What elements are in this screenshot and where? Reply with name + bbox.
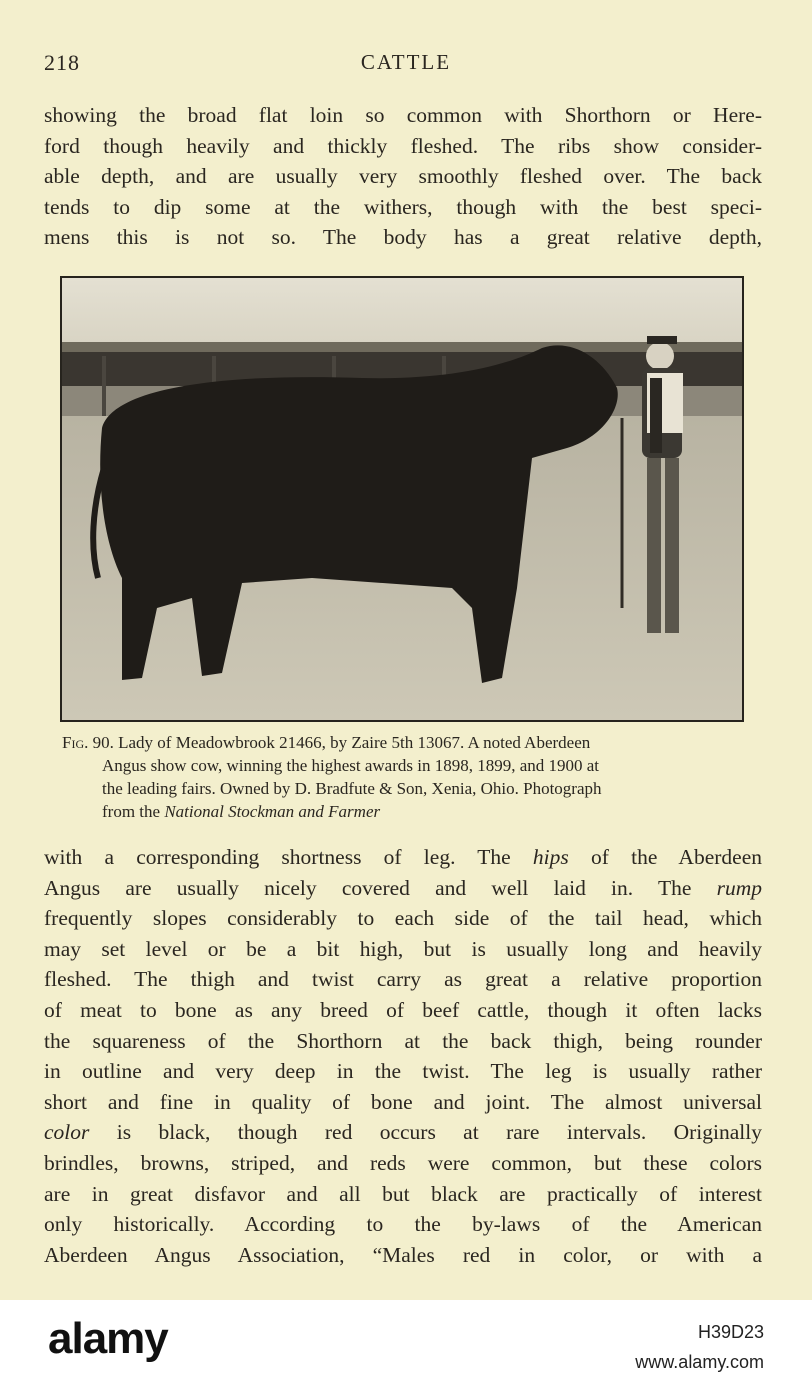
top-paragraph [44,100,762,253]
photograph-icon [62,278,742,720]
text-line: only historically. According to the by-laws of the American [44,1212,762,1237]
text-line: fleshed. The thigh and twist carry as great a relative proportion [44,967,762,992]
publication-title: National Stockman and Farmer [164,802,381,821]
text-line: are in great disfavor and all but black are practically of interest [44,1181,762,1206]
text-line: may set level or be a bit high, but is usually long and heavily [44,936,762,961]
watermark-url: www.alamy.com [635,1352,764,1372]
text-line: brindles, browns, striped, and reds were common, but these colors [44,1150,762,1175]
caption-line: Angus show cow, winning the highest awards in 1898, 1899, and 1900 at [102,756,600,775]
text-line: color is black, though red occurs at rare intervals. Originally [44,1120,762,1145]
figure-caption [62,731,762,823]
caption-text: Lady of Meadowbrook 21466, by Zaire 5th 13067. A noted Aberdeen [118,733,591,752]
text-line: in outline and very deep in the twist. The leg is usually rather [44,1059,762,1084]
text-line: Angus are usually nicely covered and well laid in. The rump [44,875,762,900]
cow-photograph [60,276,744,722]
watermark-bar [0,1300,812,1390]
image-id: H39D23 [697,1322,764,1342]
running-head: CATTLE [360,50,452,74]
text-line: Aberdeen Angus Association, “Males red in color, or with a [44,1242,762,1267]
text-line: tends to dip some at the withers, though with the best speci- [44,194,762,219]
term-color: color [44,1120,90,1145]
text-line: frequently slopes considerably to each side of the tail head, which [44,906,762,931]
text-line: of meat to bone as any breed of beef cattle, though it often lacks [44,997,762,1022]
caption-line: the leading fairs. Owned by D. Bradfute & Son, Xenia, Ohio. Photograph [102,779,602,798]
alamy-logo: alamy [48,1314,168,1363]
page-number: 218 [44,50,80,75]
bottom-paragraph [44,842,762,1270]
term-hips: hips [532,845,569,869]
text-line: with a corresponding shortness of leg. The hips of the Aberdeen [44,845,762,869]
text-line: short and fine in quality of bone and joint. The almost universal [44,1089,762,1114]
term-rump: rump [716,875,762,900]
caption-line [62,731,762,754]
caption-line [62,800,762,823]
text-line: mens this is not so. The body has a great relative depth, [44,225,762,250]
figure-label: Fig. 90. [62,733,114,752]
text-line: able depth, and are usually very smoothly fleshed over. The back [44,164,762,189]
caption-text: from the [102,802,165,821]
text-line: the squareness of the Shorthorn at the back thigh, being rounder [44,1028,762,1053]
text-line: ford though heavily and thickly fleshed. The ribs show consider- [44,133,762,158]
text-line: showing the broad flat loin so common with Shorthorn or Here- [44,103,762,127]
